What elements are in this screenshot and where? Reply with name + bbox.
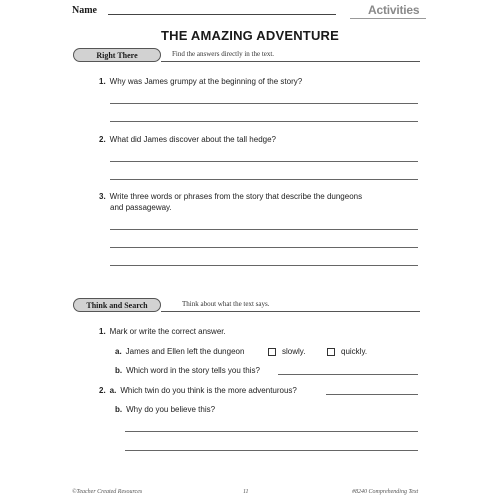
section2-rule (161, 311, 420, 312)
page-title: THE AMAZING ADVENTURE (160, 28, 339, 43)
question-s2-1a (115, 346, 244, 357)
question-1-text: Why was James grumpy at the beginning of the story? (109, 77, 303, 86)
question-s2-1b (115, 365, 260, 376)
question-s2-1b-text: Which word in the story tells you this? (126, 366, 260, 375)
name-label: Name (72, 5, 97, 16)
tab-think-and-search-label: Think and Search (86, 300, 148, 310)
answer-line[interactable] (110, 179, 418, 180)
tab-think-and-search (73, 298, 161, 312)
answer-line[interactable] (110, 265, 418, 266)
question-3 (99, 191, 362, 202)
question-3-number: 3. (99, 192, 106, 201)
question-1-number: 1. (99, 77, 106, 86)
name-line[interactable] (108, 14, 336, 15)
answer-line[interactable] (110, 103, 418, 104)
answer-line[interactable] (125, 450, 418, 451)
answer-line[interactable] (110, 247, 418, 248)
answer-line[interactable] (125, 431, 418, 432)
section1-rule (161, 61, 420, 62)
option-quickly: quickly. (341, 347, 368, 356)
question-3-text: Write three words or phrases from the story that describe the dungeons (109, 192, 363, 201)
question-s2-1a-text: James and Ellen left the dungeon (125, 347, 245, 356)
question-s2-2b-label: b. (115, 405, 123, 414)
question-s2-1-text: Mark or write the correct answer. (109, 327, 226, 336)
checkbox-quickly[interactable] (327, 348, 335, 356)
footer-page-number: 11 (243, 489, 249, 495)
tab-right-there-label: Right There (96, 50, 138, 60)
answer-line[interactable] (110, 229, 418, 230)
answer-line[interactable] (326, 394, 418, 395)
section2-instruction: Think about what the text says. (182, 300, 270, 308)
question-3-continued: and passageway. (110, 203, 172, 212)
answer-line[interactable] (278, 374, 418, 375)
activities-label: Activities (368, 3, 420, 17)
question-s2-1b-label: b. (115, 366, 123, 375)
question-s2-2b-text: Why do you believe this? (126, 405, 216, 414)
tab-right-there (73, 48, 161, 62)
question-1 (99, 76, 302, 87)
question-s2-2a-label: a. (109, 386, 117, 395)
question-s2-2a-text: Which twin do you think is the more adventurous? (120, 386, 297, 395)
answer-line[interactable] (110, 121, 418, 122)
footer-copyright: ©Teacher Created Resources (72, 489, 143, 495)
question-s2-2 (99, 385, 297, 396)
question-2-text: What did James discover about the tall hedge? (109, 135, 276, 144)
question-2 (99, 134, 276, 145)
question-s2-1a-label: a. (115, 347, 122, 356)
checkbox-slowly[interactable] (268, 348, 276, 356)
answer-line[interactable] (110, 161, 418, 162)
footer-product: #8240 Comprehending Text (352, 489, 419, 495)
option-slowly: slowly. (282, 347, 306, 356)
question-2-number: 2. (99, 135, 106, 144)
question-s2-2b (115, 404, 215, 415)
activities-underline (350, 18, 426, 19)
section1-instruction: Find the answers directly in the text. (172, 50, 275, 58)
question-s2-1 (99, 326, 226, 337)
question-s2-2-number: 2. (99, 386, 106, 395)
question-s2-1-number: 1. (99, 327, 106, 336)
